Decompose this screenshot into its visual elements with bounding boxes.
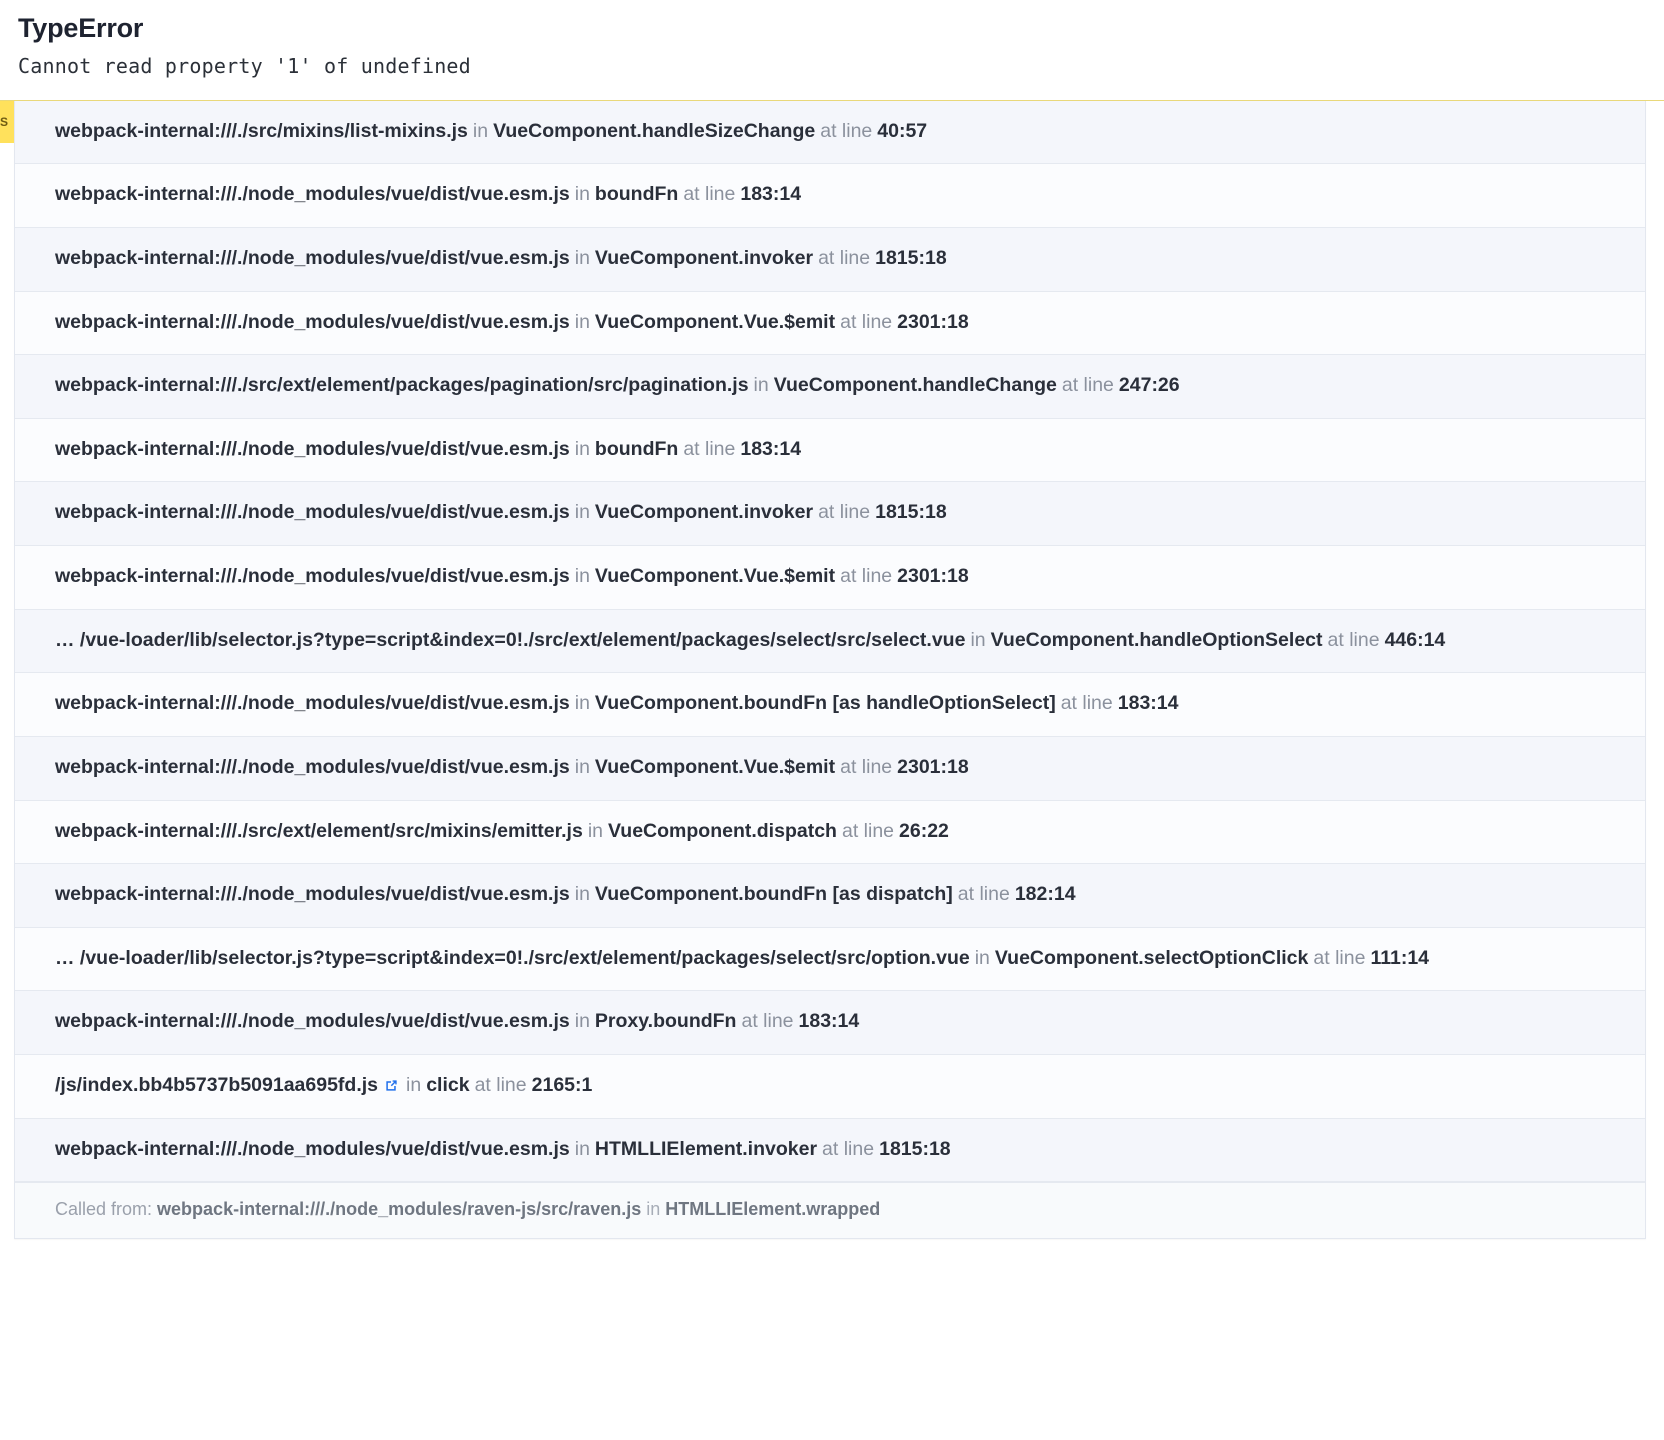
frame-file-path: webpack-internal:///./node_modules/vue/dist/vue.esm.js (55, 565, 570, 588)
frame-at-line-label: at line (818, 246, 871, 269)
frame-file-path: webpack-internal:///./node_modules/vue/dist/vue.esm.js (55, 755, 570, 778)
frame-file-path: webpack-internal:///./node_modules/vue/dist/vue.esm.js (55, 1137, 570, 1160)
external-link-icon[interactable] (384, 1078, 399, 1093)
frame-at-line-label: at line (683, 437, 736, 460)
frame-function-name: VueComponent.Vue.$emit (594, 310, 836, 333)
stack-frame-row[interactable] (15, 991, 1645, 1055)
frame-line-number: 111:14 (1370, 946, 1430, 969)
frame-file-path: webpack-internal:///./node_modules/vue/dist/vue.esm.js (55, 501, 570, 524)
frame-function-name: VueComponent.handleChange (773, 374, 1057, 397)
frame-line-number: 2301:18 (897, 755, 969, 778)
frame-at-line-label: at line (840, 565, 893, 588)
frame-line-number: 183:14 (1117, 692, 1179, 715)
called-from-label: Called from: (55, 1199, 158, 1220)
frame-line-number: 446:14 (1384, 628, 1446, 651)
frame-at-line-label: at line (1327, 628, 1380, 651)
frame-at-line-label: at line (818, 501, 871, 524)
stack-frame-row[interactable] (15, 355, 1645, 419)
stack-frame-row[interactable] (15, 292, 1645, 356)
frame-file-path: webpack-internal:///./node_modules/vue/dist/vue.esm.js (55, 692, 570, 715)
frame-function-name: VueComponent.Vue.$emit (594, 565, 836, 588)
frame-file-path: webpack-internal:///./src/mixins/list-mixins.js (55, 119, 468, 142)
frame-function-name: VueComponent.dispatch (608, 819, 837, 842)
frame-file-path: webpack-internal:///./node_modules/vue/dist/vue.esm.js (55, 437, 570, 460)
frame-line-number: 40:57 (877, 119, 928, 142)
frame-in-label: in (574, 883, 590, 906)
frame-line-number: 2165:1 (531, 1074, 593, 1097)
frame-in-label: in (574, 501, 590, 524)
frame-line-number: 2301:18 (897, 310, 969, 333)
frame-function-name: VueComponent.invoker (594, 501, 814, 524)
frame-line-number: 183:14 (740, 437, 802, 460)
stack-frame-row[interactable] (15, 164, 1645, 228)
frame-function-name: VueComponent.boundFn [as dispatch] (594, 883, 953, 906)
stack-frame-row[interactable] (15, 928, 1645, 992)
stack-frame-row[interactable] (15, 610, 1645, 674)
frame-line-number: 183:14 (740, 183, 802, 206)
stack-trace-section (0, 100, 1664, 1240)
stack-frame-list (14, 101, 1646, 1240)
frame-in-label: in (574, 246, 590, 269)
frame-in-label: in (574, 1010, 590, 1033)
frame-file-path: webpack-internal:///./node_modules/vue/dist/vue.esm.js (55, 310, 570, 333)
called-from-row (15, 1182, 1645, 1238)
frame-file-path: webpack-internal:///./node_modules/vue/dist/vue.esm.js (55, 883, 570, 906)
error-header (0, 10, 1664, 78)
frame-in-label: in (574, 310, 590, 333)
frame-in-label: in (574, 183, 590, 206)
frame-function-name: VueComponent.handleSizeChange (493, 119, 816, 142)
frame-line-number: 2301:18 (897, 565, 969, 588)
frame-file-path: webpack-internal:///./node_modules/vue/dist/vue.esm.js (55, 1010, 570, 1033)
frame-line-number: 247:26 (1118, 374, 1180, 397)
frame-line-number: 1815:18 (879, 1137, 951, 1160)
frame-file-path: webpack-internal:///./src/ext/element/packages/pagination/src/pagination.js (55, 374, 749, 397)
frame-file-path: … /vue-loader/lib/selector.js?type=script&index=0!./src/ext/element/packages/select/src/select.vue (55, 628, 966, 651)
stack-frame-row[interactable] (15, 228, 1645, 292)
highlight-marker: S (0, 101, 14, 143)
stack-frame-row[interactable] (15, 1119, 1645, 1183)
stack-frame-row[interactable] (15, 864, 1645, 928)
called-from-file-path: webpack-internal:///./node_modules/raven-js/src/raven.js (157, 1199, 642, 1220)
frame-function-name: HTMLLIElement.invoker (594, 1137, 818, 1160)
frame-line-number: 183:14 (798, 1010, 860, 1033)
frame-in-label: in (974, 946, 990, 969)
frame-at-line-label: at line (840, 310, 893, 333)
frame-file-path: webpack-internal:///./src/ext/element/src/mixins/emitter.js (55, 819, 583, 842)
frame-function-name: VueComponent.boundFn [as handleOptionSelect] (594, 692, 1056, 715)
called-from-function-name: HTMLLIElement.wrapped (665, 1199, 881, 1220)
frame-in-label: in (406, 1074, 422, 1097)
frame-at-line-label: at line (1313, 946, 1366, 969)
stack-frame-row[interactable] (15, 737, 1645, 801)
stack-frame-row[interactable] (15, 101, 1645, 165)
frame-at-line-label: at line (683, 183, 736, 206)
frame-in-label: in (574, 755, 590, 778)
called-from-in-label: in (646, 1199, 661, 1220)
stack-frame-row[interactable] (15, 546, 1645, 610)
frame-file-path: /js/index.bb4b5737b5091aa695fd.js (55, 1074, 379, 1097)
frame-at-line-label: at line (1060, 692, 1113, 715)
frame-in-label: in (587, 819, 603, 842)
frame-line-number: 182:14 (1014, 883, 1076, 906)
frame-function-name: VueComponent.handleOptionSelect (990, 628, 1323, 651)
frame-file-path: webpack-internal:///./node_modules/vue/dist/vue.esm.js (55, 246, 570, 269)
frame-at-line-label: at line (741, 1010, 794, 1033)
frame-in-label: in (574, 1137, 590, 1160)
frame-in-label: in (574, 565, 590, 588)
stack-frame-row[interactable] (15, 419, 1645, 483)
frame-file-path: … /vue-loader/lib/selector.js?type=script&index=0!./src/ext/element/packages/select/src/option.vue (55, 946, 970, 969)
error-message: Cannot read property '1' of undefined (18, 53, 471, 78)
frame-in-label: in (574, 692, 590, 715)
frame-at-line-label: at line (1061, 374, 1114, 397)
frame-in-label: in (970, 628, 986, 651)
frame-at-line-label: at line (820, 119, 873, 142)
frame-at-line-label: at line (841, 819, 895, 842)
frame-function-name: click (426, 1074, 470, 1097)
frame-line-number: 26:22 (899, 819, 949, 842)
stack-frame-row[interactable] (15, 801, 1645, 865)
frame-function-name: VueComponent.Vue.$emit (594, 755, 836, 778)
frame-function-name: boundFn (594, 183, 679, 206)
frame-at-line-label: at line (957, 883, 1010, 906)
frame-function-name: Proxy.boundFn (594, 1010, 737, 1033)
frame-in-label: in (472, 119, 489, 142)
frame-line-number: 1815:18 (875, 501, 947, 524)
stack-frame-row[interactable] (15, 482, 1645, 546)
frame-file-path: webpack-internal:///./node_modules/vue/dist/vue.esm.js (55, 183, 570, 206)
frame-in-label: in (753, 374, 769, 397)
frame-at-line-label: at line (822, 1137, 875, 1160)
frame-in-label: in (574, 437, 590, 460)
stack-frame-row[interactable] (15, 1055, 1645, 1119)
frame-at-line-label: at line (474, 1074, 527, 1097)
frame-function-name: boundFn (594, 437, 679, 460)
frame-at-line-label: at line (840, 755, 893, 778)
frame-function-name: VueComponent.invoker (594, 246, 814, 269)
frame-function-name: VueComponent.selectOptionClick (994, 946, 1309, 969)
stack-frame-row[interactable] (15, 673, 1645, 737)
frame-line-number: 1815:18 (875, 246, 947, 269)
error-type-title: TypeError (18, 13, 144, 43)
